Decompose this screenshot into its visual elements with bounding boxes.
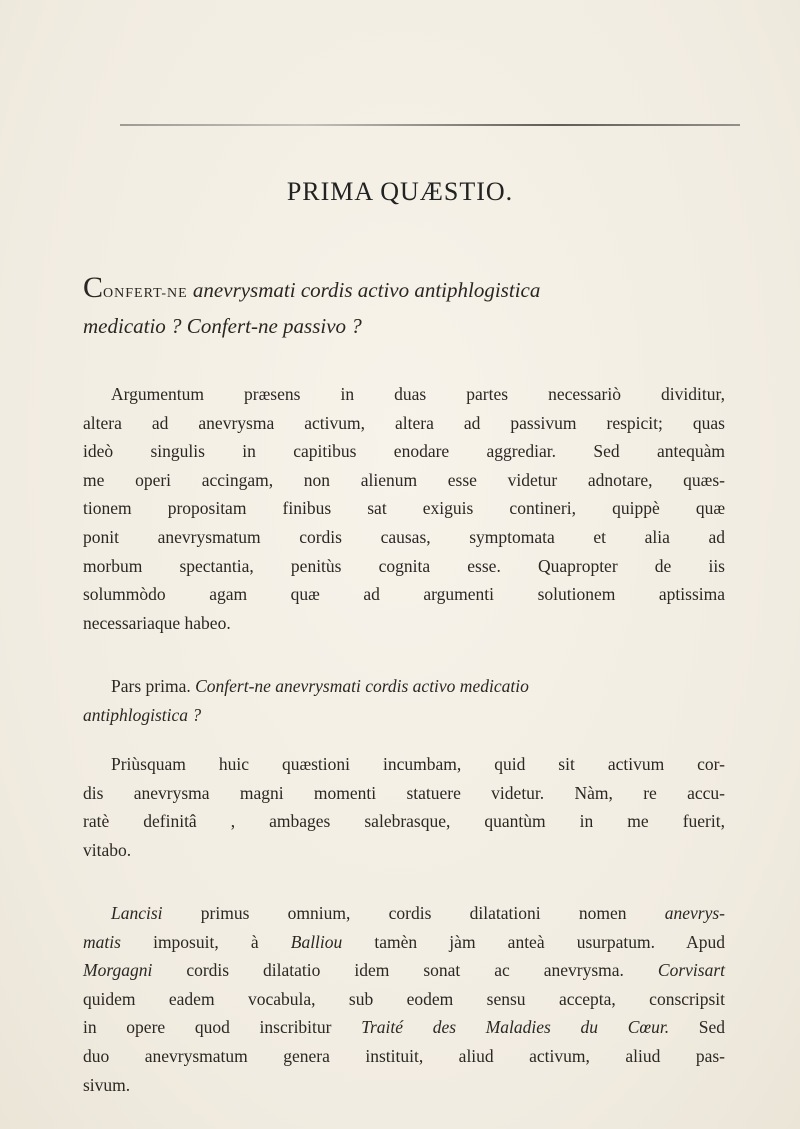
- paragraph-line: sivum.: [83, 1074, 131, 1095]
- paragraph-line: ponit anevrysmatum cordis causas, symptomata et alia ad: [83, 526, 725, 547]
- paragraph-4: [83, 899, 725, 1099]
- question-line-1: anevrysmati cordis activo antiphlogistica: [192, 278, 541, 302]
- paragraph-line: dis anevrysma magni momenti statuere videtur. Nàm, re accu-: [83, 782, 725, 803]
- paragraph-line: duo anevrysmatum genera instituit, aliud activum, aliud pas-: [83, 1045, 725, 1066]
- part-heading-1: Confert-ne anevrysmati cordis activo medicatio: [195, 676, 529, 696]
- author-name: Lancisi: [111, 903, 163, 923]
- paragraph-line: [83, 672, 725, 701]
- paragraph-line: quidem eadem vocabula, sub eodem sensu accepta, conscripsit: [83, 988, 725, 1009]
- paragraph-line: morbum spectantia, penitùs cognita esse. Quapropter de iis: [83, 555, 725, 576]
- paragraph-line: tionem propositam finibus sat exiguis contineri, quippè quæ: [83, 498, 725, 519]
- book-title: Traité des Maladies du Cœur.: [361, 1017, 670, 1038]
- question-heading: [83, 271, 723, 342]
- author-name: Morgagni: [83, 960, 153, 981]
- paragraph-line: [83, 701, 725, 730]
- author-name: Corvisart: [657, 960, 725, 981]
- top-rule: [120, 124, 740, 126]
- page-title: PRIMA QUÆSTIO.: [286, 177, 514, 206]
- paragraph-line: ratè definitâ , ambages salebrasque, quantùm in me fuerit,: [83, 811, 725, 832]
- paragraph-line: Morgagni cordis dilatatio idem sonat ac anevrysma. Corvisart: [83, 960, 725, 981]
- paragraph-line: Argumentum præsens in duas partes necessariò dividitur,: [111, 384, 725, 404]
- paragraph-line: in opere quod inscribitur Traité des Maladies du Cœur. Sed: [83, 1017, 726, 1038]
- question-line-2: medicatio ? Confert-ne passivo ?: [83, 314, 362, 338]
- paragraph-line: Priùsquam huic quæstioni incumbam, quid sit activum cor-: [111, 754, 725, 774]
- paragraph-line: ideò singulis in capitibus enodare aggrediar. Sed antequàm: [83, 441, 725, 462]
- paragraph-line: vitabo.: [83, 839, 132, 860]
- paragraph-line: me operi accingam, non alienum esse videtur adnotare, quæs-: [83, 469, 725, 490]
- paragraph-line: necessariaque habeo.: [83, 612, 231, 633]
- part-heading-2: antiphlogistica ?: [83, 704, 202, 725]
- drop-cap: C: [83, 271, 104, 304]
- question-smallcaps: ONFERT-NE: [103, 286, 188, 301]
- part-lead: Pars prima.: [111, 676, 191, 696]
- paragraph-line: altera ad anevrysma activum, altera ad passivum respicit; quas: [83, 412, 725, 433]
- paragraph-line: solummòdo agam quæ ad argumenti solutionem aptissima: [83, 584, 725, 605]
- paragraph-1: [83, 380, 725, 637]
- paragraph-line: matis imposuit, à Balliou tamèn jàm anteà usurpatum. Apud: [83, 931, 726, 952]
- paragraph-3: [83, 750, 725, 864]
- paragraph-2: [83, 672, 725, 729]
- author-name: Balliou: [290, 931, 343, 952]
- paragraph-line: Lancisi primus omnium, cordis dilatationi nomen anevrys-: [111, 903, 725, 923]
